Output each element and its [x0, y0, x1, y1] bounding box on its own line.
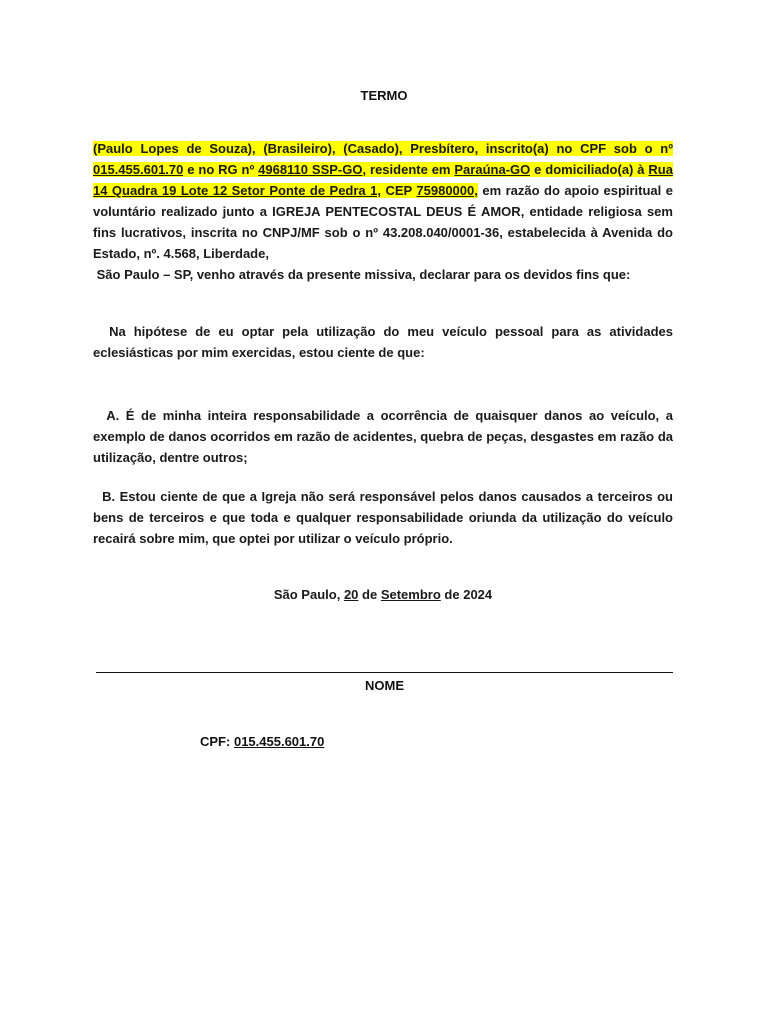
cpf-line: [200, 734, 324, 749]
cep-label: CEP: [385, 183, 412, 198]
civil-status-field: (Casado): [343, 141, 399, 156]
nationality-field: (Brasileiro): [263, 141, 332, 156]
signature-label: NOME: [365, 678, 404, 693]
date-city: São Paulo,: [273, 587, 341, 602]
date-de-2: de: [444, 587, 460, 602]
address-field: Rua 14 Quadra 19 Lote 12 Setor Ponte de Pedra 1: [93, 162, 673, 198]
reason-text: em razão do apoio espiritual e voluntário realizado junto a: [93, 183, 673, 219]
item-a-text: A. É de minha inteira responsabilidade a ocorrência de quaisquer danos ao veículo, a exemplo de danos ocorridos em razão de acidentes, quebra de peças, desgastes em razão da utilização, dentre outros;: [93, 408, 673, 465]
church-name: IGREJA PENTECOSTAL DEUS É AMOR: [272, 204, 521, 219]
city-field: Paraúna-GO: [454, 162, 531, 177]
cep-field: 75980000: [416, 183, 475, 198]
document-title: TERMO: [360, 88, 408, 103]
item-a: [93, 405, 673, 468]
date-day: 20: [343, 587, 359, 602]
cpf-label: CPF:: [200, 734, 231, 749]
name-field: (Paulo Lopes de Souza): [93, 141, 252, 156]
resident-text: residente em: [370, 162, 451, 177]
date-de-1: de: [362, 587, 378, 602]
item-b: [93, 486, 673, 549]
domicile-text: e domiciliado(a) à: [534, 162, 645, 177]
vehicle-paragraph: [93, 321, 673, 363]
date-line: [93, 584, 673, 605]
intro-paragraph: (Paulo Lopes de Souza), (Brasileiro), (Casado), Presbítero, inscrito(a) no CPF sob o nº 015.455.601.70 e no RG nº 4968110 SSP-GO, residente em Paraúna-GO e domiciliado(a) à Rua 14 Quadra 19 Lote 12 Setor Ponte de Pedra 1, CEP 75980000, em razão do apoio espiritual e voluntário realizado junto a IGREJA PENTECOSTAL DEUS É AMOR, entidade religiosa sem fins lucrativos, inscrita no CNPJ/MF sob o nº 43.208.040/0001-36, estabelecida à Avenida do Estado, nº. 4.568, Liberdade, São Paulo – SP, venho através da presente missiva, declarar para os devidos fins que:: [93, 141, 673, 282]
item-b-text: B. Estou ciente de que a Igreja não será responsável pelos danos causados a terceiros ou bens de terceiros e que toda e qualquer responsabilidade oriunda da utilização do veículo recairá sobre mim, que optei por utilizar o veículo próprio.: [93, 489, 673, 546]
entity-text: , entidade religiosa sem fins lucrativos, inscrita no CNPJ/MF sob o nº 43.208.040/0001-36, estabelecida à Avenida do Estado, nº. 4.568, Liberdade,: [93, 204, 673, 261]
cpf-value: 015.455.601.70: [233, 734, 325, 749]
closing-text: São Paulo – SP, venho através da presente missiva, declarar para os devidos fins que:: [96, 267, 631, 282]
date-month: Setembro: [380, 587, 441, 602]
date-year: 2024: [463, 587, 493, 602]
vehicle-text: Na hipótese de eu optar pela utilização do meu veículo pessoal para as atividades eclesiásticas por mim exercidas, estou ciente de que:: [93, 324, 673, 360]
signature-line: [96, 672, 673, 673]
role-text: Presbítero, inscrito(a) no CPF sob o nº: [410, 141, 673, 156]
cpf-field: 015.455.601.70: [93, 162, 184, 177]
rg-text: e no RG nº: [187, 162, 255, 177]
rg-field: 4968110 SSP-GO: [258, 162, 363, 177]
